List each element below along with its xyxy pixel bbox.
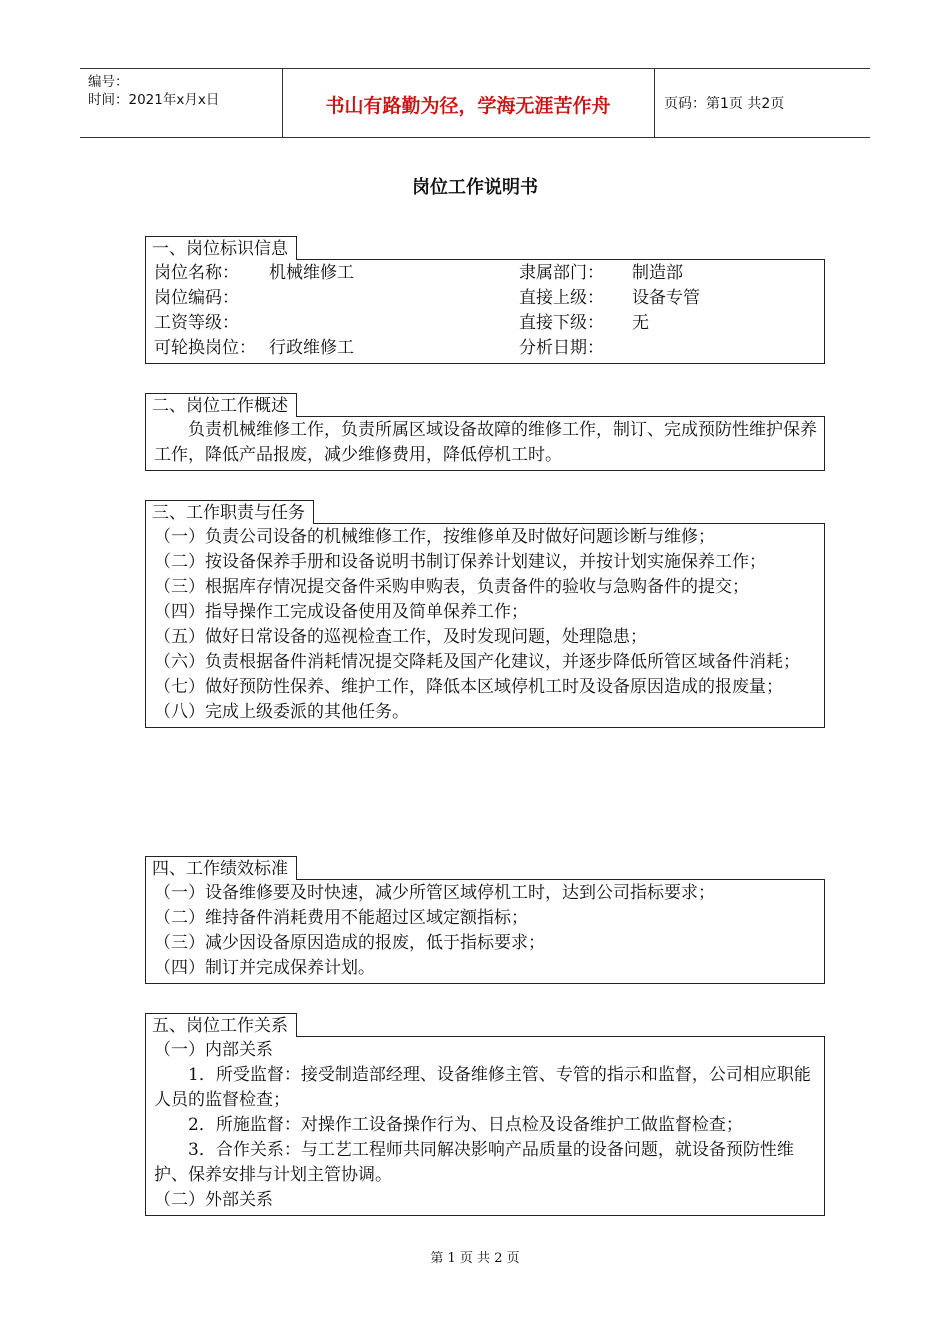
duty-item: （一）负责公司设备的机械维修工作，按维修单及时做好问题诊断与维修； bbox=[154, 527, 715, 547]
performance-item: （一）设备维修要及时快速，减少所管区域停机工时，达到公司指标要求； bbox=[154, 883, 715, 903]
field-label: 分析日期： bbox=[519, 338, 604, 358]
section-duties bbox=[145, 500, 825, 728]
header-divider bbox=[654, 69, 655, 137]
info-row bbox=[154, 336, 818, 361]
field-label: 可轮换岗位： bbox=[154, 338, 256, 358]
section-heading: 二、岗位工作概述 bbox=[145, 393, 297, 417]
info-row bbox=[154, 261, 818, 286]
field-value: 制造部 bbox=[632, 263, 683, 283]
duty-item: （三）根据库存情况提交备件采购申购表，负责备件的验收与急购备件的提交； bbox=[154, 577, 749, 597]
time-label: 时间：2021年x月x日 bbox=[88, 92, 220, 108]
section-body bbox=[145, 879, 825, 984]
page-header bbox=[80, 68, 870, 138]
duty-item: （七）做好预防性保养、维护工作，降低本区域停机工时及设备原因造成的报废量； bbox=[154, 677, 783, 697]
internal-heading: （一）内部关系 bbox=[154, 1040, 273, 1060]
header-meta bbox=[88, 73, 219, 109]
relation-item: 2．所施监督：对操作工设备操作行为、日点检及设备维护工做监督检查； bbox=[188, 1115, 743, 1135]
field-value: 行政维修工 bbox=[269, 338, 354, 358]
performance-item: （二）维持备件消耗费用不能超过区域定额指标； bbox=[154, 908, 528, 928]
duty-item: （五）做好日常设备的巡视检查工作，及时发现问题，处理隐患； bbox=[154, 627, 647, 647]
header-page-info: 页码：第1页 共2页 bbox=[664, 96, 785, 112]
section-body bbox=[145, 259, 825, 364]
duty-item: （八）完成上级委派的其他任务。 bbox=[154, 702, 409, 722]
field-label: 工资等级： bbox=[154, 313, 239, 333]
section-body bbox=[145, 523, 825, 728]
duty-item: （二）按设备保养手册和设备说明书制订保养计划建议，并按计划实施保养工作； bbox=[154, 552, 766, 572]
overview-text: 负责机械维修工作，负责所属区域设备故障的维修工作，制订、完成预防性维护保养工作，降低产品报废，减少维修费用，降低停机工时。 bbox=[154, 420, 817, 465]
relation-item: 1．所受监督：接受制造部经理、设备维修主管、专管的指示和监督，公司相应职能人员的监督检查； bbox=[154, 1065, 811, 1110]
relation-item: 3．合作关系：与工艺工程师共同解决影响产品质量的设备问题，就设备预防性维护、保养安排与计划主管协调。 bbox=[154, 1140, 794, 1185]
field-value: 无 bbox=[632, 313, 649, 333]
info-row bbox=[154, 311, 818, 336]
page-footer: 第 1 页 共 2 页 bbox=[430, 1251, 520, 1266]
section-body bbox=[145, 416, 825, 471]
field-label: 直接下级： bbox=[519, 313, 604, 333]
section-performance bbox=[145, 856, 825, 984]
field-value: 机械维修工 bbox=[269, 263, 354, 283]
external-heading: （二）外部关系 bbox=[154, 1190, 273, 1210]
field-label: 直接上级： bbox=[519, 288, 604, 308]
section-heading: 五、岗位工作关系 bbox=[145, 1013, 297, 1037]
performance-item: （四）制订并完成保养计划。 bbox=[154, 958, 375, 978]
header-motto: 书山有路勤为径，学海无涯苦作舟 bbox=[325, 95, 611, 117]
section-heading: 三、工作职责与任务 bbox=[145, 500, 314, 524]
section-heading: 四、工作绩效标准 bbox=[145, 856, 297, 880]
field-label: 隶属部门： bbox=[519, 263, 604, 283]
document-title: 岗位工作说明书 bbox=[412, 177, 538, 198]
info-row bbox=[154, 286, 818, 311]
field-label: 岗位编码： bbox=[154, 288, 239, 308]
section-heading: 一、岗位标识信息 bbox=[145, 236, 297, 260]
section-identity bbox=[145, 236, 825, 364]
field-label: 岗位名称： bbox=[154, 263, 239, 283]
section-overview bbox=[145, 393, 825, 471]
number-label: 编号： bbox=[88, 74, 129, 90]
performance-item: （三）减少因设备原因造成的报废，低于指标要求； bbox=[154, 933, 545, 953]
section-relations bbox=[145, 1013, 825, 1216]
field-value: 设备专管 bbox=[632, 288, 700, 308]
duty-item: （四）指导操作工完成设备使用及简单保养工作； bbox=[154, 602, 528, 622]
section-body bbox=[145, 1036, 825, 1216]
duty-item: （六）负责根据备件消耗情况提交降耗及国产化建议，并逐步降低所管区域备件消耗； bbox=[154, 652, 800, 672]
